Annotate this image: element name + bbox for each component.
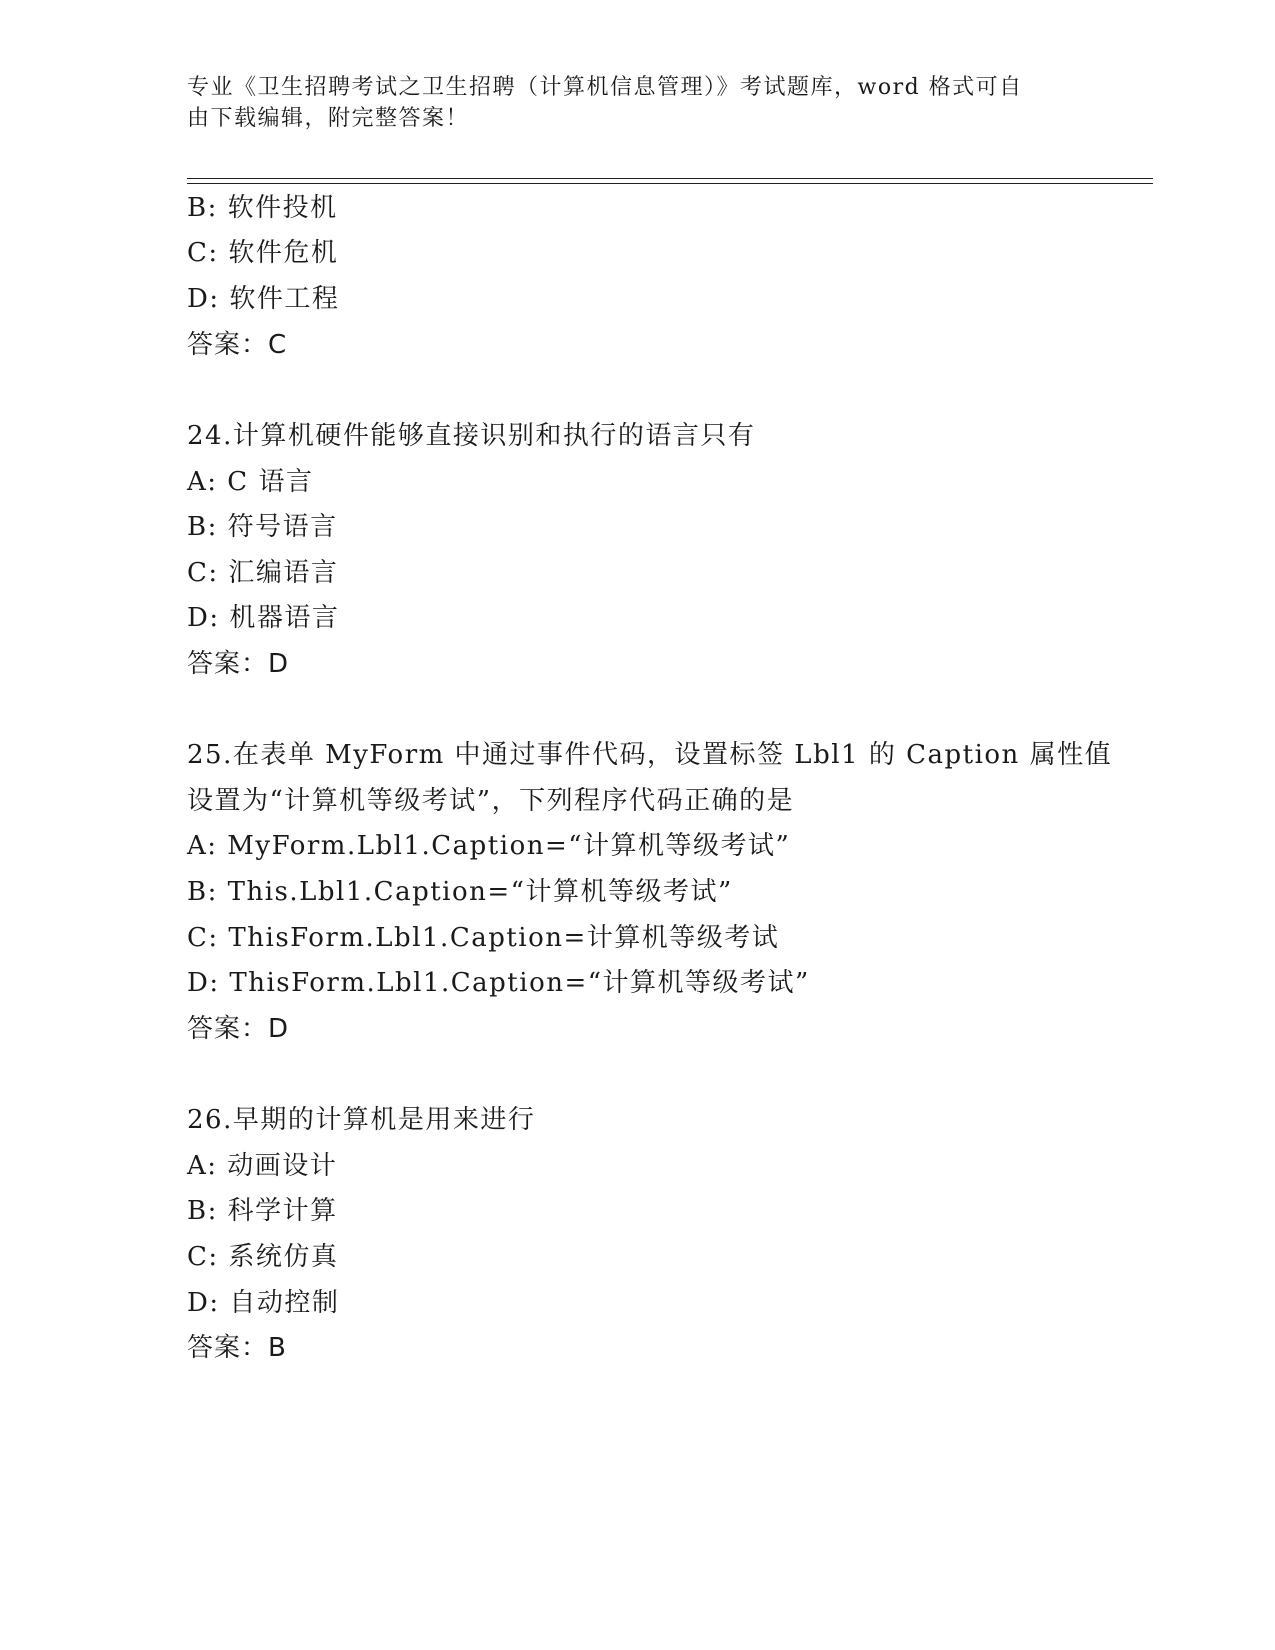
header-line-1: 专业《卫生招聘考试之卫生招聘（计算机信息管理）》考试题库，word 格式可自	[187, 75, 1023, 100]
q23-option-d: D: 软件工程	[187, 284, 340, 314]
q23-answer: 答案：C	[187, 330, 288, 360]
q24-option-c: C: 汇编语言	[187, 558, 339, 588]
q24-option-b: B: 符号语言	[187, 512, 338, 542]
header-divider-bottom	[187, 183, 1153, 184]
header-divider-top	[187, 178, 1153, 179]
q26-option-a: A: 动画设计	[187, 1151, 338, 1181]
q26-option-c: C: 系统仿真	[187, 1242, 339, 1272]
q26-answer: 答案：B	[187, 1333, 287, 1363]
q26-option-d: D: 自动控制	[187, 1288, 340, 1318]
q23-option-c: C: 软件危机	[187, 238, 339, 268]
q26-question: 26.早期的计算机是用来进行	[187, 1105, 536, 1135]
q25-option-a: A: MyForm.Lbl1.Caption=“计算机等级考试”	[187, 831, 791, 861]
q24-answer: 答案：D	[187, 649, 290, 679]
q25-option-c: C: ThisForm.Lbl1.Caption=计算机等级考试	[187, 923, 780, 953]
q24-option-a: A: C 语言	[187, 467, 314, 497]
q25-question-line-2: 设置为“计算机等级考试”，下列程序代码正确的是	[187, 786, 795, 816]
q26-option-b: B: 科学计算	[187, 1196, 338, 1226]
q24-question: 24.计算机硬件能够直接识别和执行的语言只有	[187, 421, 756, 451]
q25-option-b: B: This.Lbl1.Caption=“计算机等级考试”	[187, 877, 733, 907]
q25-answer: 答案：D	[187, 1014, 290, 1044]
q24-option-d: D: 机器语言	[187, 603, 340, 633]
q25-option-d: D: ThisForm.Lbl1.Caption=“计算机等级考试”	[187, 968, 810, 998]
document-header	[187, 72, 1067, 134]
q23-option-b: B: 软件投机	[187, 193, 338, 223]
header-line-2: 由下载编辑，附完整答案！	[187, 106, 470, 131]
q25-question-line-1: 25.在表单 MyForm 中通过事件代码，设置标签 Lbl1 的 Caption 属性值	[187, 740, 1113, 770]
